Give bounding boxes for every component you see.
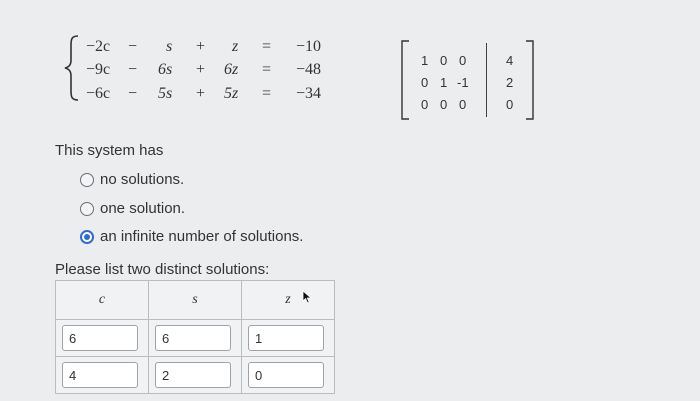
option-label: an infinite number of solutions.	[100, 228, 304, 245]
eq3-op1: −	[128, 85, 138, 102]
eq2-op1: −	[128, 61, 138, 78]
eq1-term-s: s	[166, 38, 173, 55]
option-no-solutions[interactable]	[80, 171, 184, 188]
eq3-rhs: −34	[296, 85, 322, 102]
table-cell	[56, 320, 149, 357]
eq1-term-z: z	[232, 38, 239, 55]
solution1-c-input[interactable]	[62, 325, 138, 351]
matrix-r2-c1: 0	[421, 75, 429, 90]
eq1-op1: −	[128, 38, 138, 55]
table-cell	[149, 357, 242, 394]
radio-no-solutions[interactable]	[80, 173, 94, 187]
radio-infinite-solutions[interactable]	[80, 230, 94, 244]
radio-one-solution[interactable]	[80, 202, 94, 216]
eq2-term-c: −9c	[86, 61, 111, 78]
eq2-term-s: 6s	[158, 61, 173, 78]
table-row	[56, 357, 335, 394]
solution1-z-input[interactable]	[248, 325, 324, 351]
eq3-term-z: 5z	[224, 85, 239, 102]
matrix-r3-c3: 0	[459, 97, 467, 112]
solutions-prompt: Please list two distinct solutions:	[55, 261, 270, 278]
matrix-r3-rhs: 0	[506, 97, 514, 112]
matrix-right-bracket-icon	[524, 40, 534, 120]
left-brace-icon	[62, 34, 82, 102]
option-label: no solutions.	[100, 171, 185, 188]
solutions-table	[55, 280, 335, 394]
eq3-equals: =	[262, 85, 272, 102]
eq2-equals: =	[262, 61, 272, 78]
option-infinite-solutions[interactable]	[80, 228, 303, 245]
table-row	[56, 320, 335, 357]
matrix-r1-rhs: 4	[506, 53, 514, 68]
eq1-rhs: −10	[296, 38, 322, 55]
table-cell	[242, 320, 335, 357]
mouse-cursor-icon	[302, 290, 314, 304]
header-c: c	[56, 281, 149, 320]
matrix-r3-c2: 0	[440, 97, 448, 112]
matrix-r2-c2: 1	[440, 75, 448, 90]
matrix-r3-c1: 0	[421, 97, 429, 112]
eq1-op2: +	[196, 38, 206, 55]
eq3-term-s: 5s	[158, 85, 173, 102]
header-s: s	[149, 281, 242, 320]
option-one-solution[interactable]	[80, 200, 185, 217]
eq2-rhs: −48	[296, 61, 322, 78]
question-prompt: This system has	[55, 142, 164, 159]
eq1-equals: =	[262, 38, 272, 55]
solution2-s-input[interactable]	[155, 362, 231, 388]
matrix-r2-rhs: 2	[506, 75, 514, 90]
eq2-term-z: 6z	[224, 61, 239, 78]
table-cell	[56, 357, 149, 394]
solution1-s-input[interactable]	[155, 325, 231, 351]
matrix-divider	[486, 43, 487, 117]
header-z: z	[242, 281, 335, 320]
eq2-op2: +	[196, 61, 206, 78]
matrix-r1-c3: 0	[459, 53, 467, 68]
matrix-r1-c1: 1	[421, 53, 429, 68]
matrix-r1-c2: 0	[440, 53, 448, 68]
option-label: one solution.	[100, 200, 186, 217]
matrix-r2-c3: -1	[457, 75, 469, 90]
eq1-term-c: −2c	[86, 38, 111, 55]
table-cell	[242, 357, 335, 394]
eq3-term-c: −6c	[86, 85, 111, 102]
solution2-z-input[interactable]	[248, 362, 324, 388]
matrix-left-bracket-icon	[401, 40, 411, 120]
eq3-op2: +	[196, 85, 206, 102]
solution2-c-input[interactable]	[62, 362, 138, 388]
table-header-row	[56, 281, 335, 320]
table-cell	[149, 320, 242, 357]
